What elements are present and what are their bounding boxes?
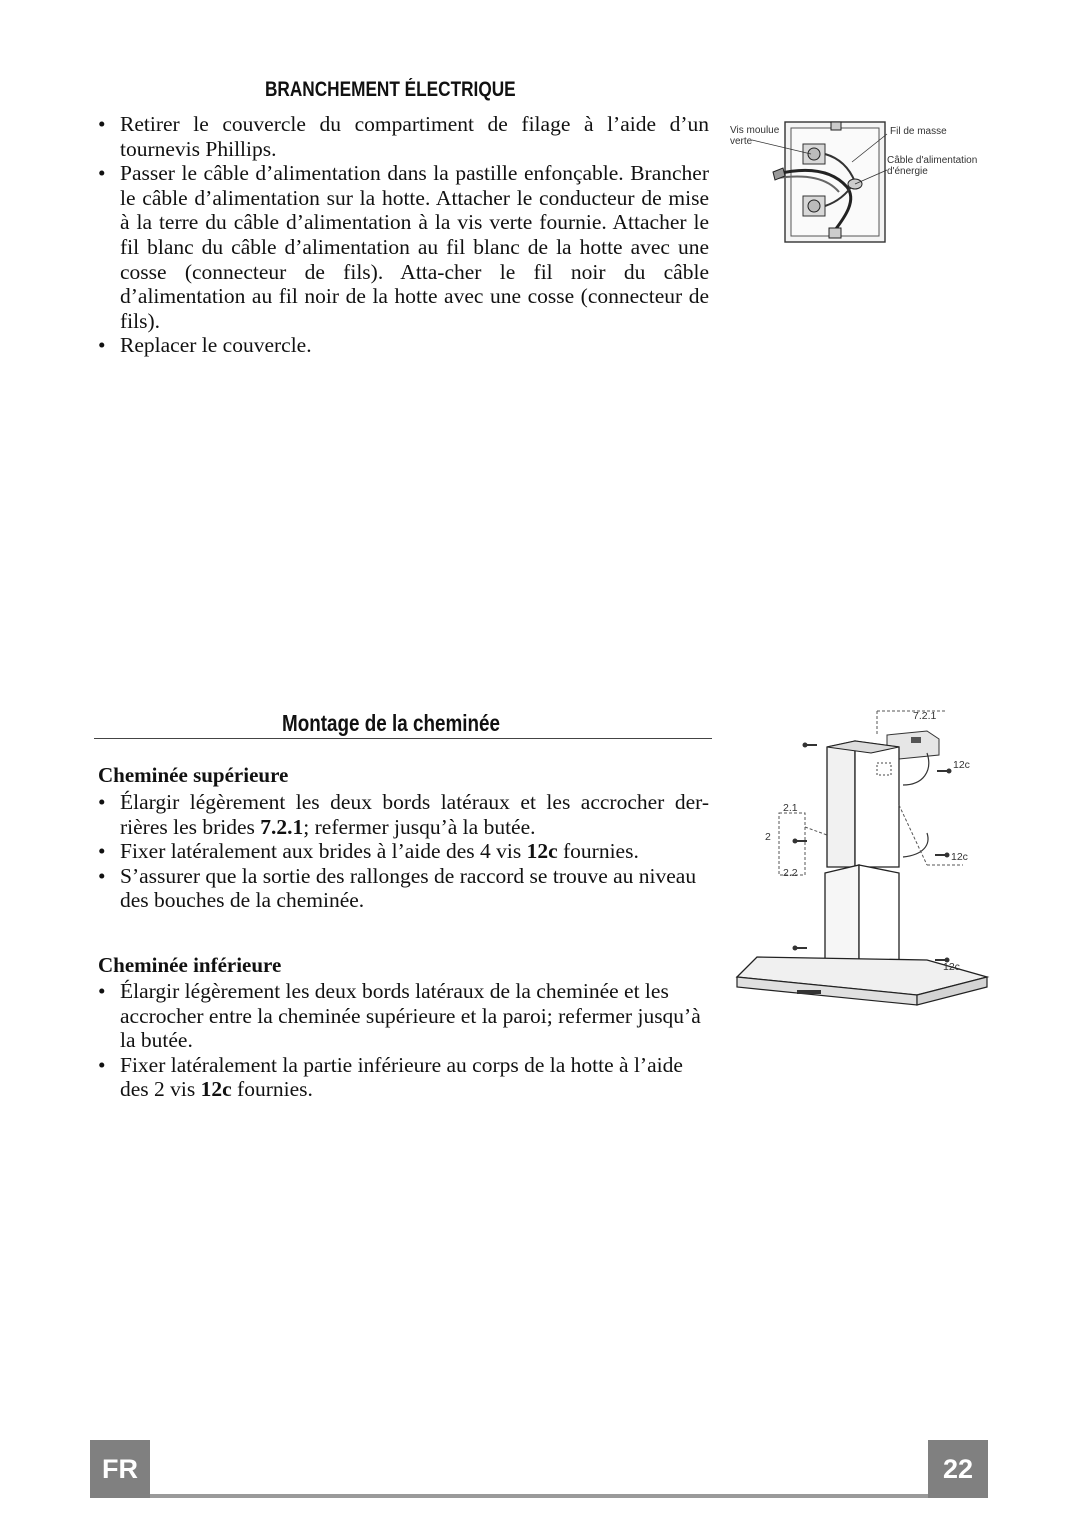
label-ground-wire: Fil de masse — [890, 126, 947, 137]
language-badge: FR — [90, 1440, 150, 1498]
section-title-electric: BRANCHEMENT ÉLECTRIQUE — [265, 78, 516, 101]
list-item: • S’assurer que la sortie des rallonges de raccord se trouve au niveau des bouches de la cheminée. — [97, 864, 709, 913]
label-green-screw: Vis moulue verte — [730, 125, 780, 147]
footer-bar — [90, 1494, 988, 1498]
label-bracket-7-2-1: 7.2.1 — [913, 710, 937, 722]
list-item: • Fixer latéralement aux brides à l’aide des 4 vis 12c fournies. — [97, 839, 709, 864]
electric-instructions-list — [97, 112, 709, 358]
list-item: • Élargir légèrement les deux bords latéraux et les accrocher der-rières les brides 7.2.1; refermer jusqu’à la butée. — [97, 790, 709, 839]
list-item: • Élargir légèrement les deux bords latéraux de la cheminée et les accrocher entre la cheminée supérieure et la paroi; refermer jusqu’à la butée. — [97, 979, 709, 1053]
lower-chimney-list — [97, 979, 709, 1102]
label-screw-12c-bottom: 12c — [943, 961, 960, 973]
label-screw-12c-top: 12c — [953, 759, 970, 771]
section-divider — [94, 738, 712, 739]
subheading-upper-chimney: Cheminée supérieure — [98, 763, 289, 787]
page-number: 22 — [928, 1440, 988, 1498]
chimney-diagram-illustration — [727, 705, 1017, 1025]
section-title-chimney: Montage de la cheminée — [282, 710, 501, 736]
label-part-2-1: 2.1 — [783, 802, 798, 814]
upper-chimney-list — [97, 790, 709, 913]
list-item: • Retirer le couvercle du compartiment de filage à l’aide d’un tournevis Phillips. — [97, 112, 709, 161]
label-power-cable: Câble d'alimentation d'énergie — [887, 155, 978, 177]
list-item: • Fixer latéralement la partie inférieure au corps de la hotte à l’aide des 2 vis 12c fournies. — [97, 1053, 709, 1102]
chimney-diagram — [727, 705, 1017, 1025]
label-part-2: 2 — [765, 831, 771, 843]
label-part-2-2: 2.2 — [783, 867, 798, 879]
wiring-diagram — [727, 112, 1027, 252]
list-item: • Replacer le couvercle. — [97, 333, 709, 358]
subheading-lower-chimney: Cheminée inférieure — [98, 953, 282, 977]
label-screw-12c-mid: 12c — [951, 851, 968, 863]
list-item: • Passer le câble d’alimentation dans la pastille enfonçable. Brancher le câble d’alimentation sur la hotte. Attacher le conducteur de mise à la terre du câble d’alimentation à la vis verte fournie. Attacher le fil blanc du câble d’alimentation au fil blanc de la hotte avec une cosse (connecteur de fils). Atta-cher le fil noir du câble d’alimentation au fil noir de la hotte avec une cosse (connecteur de fils). — [97, 161, 709, 333]
